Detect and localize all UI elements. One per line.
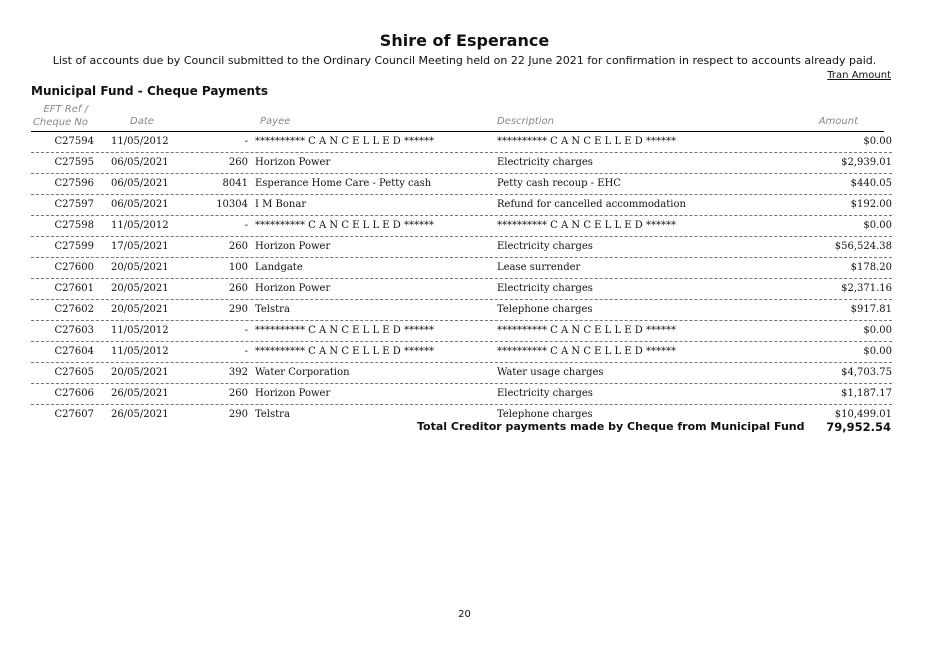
table-row [31,258,892,279]
payee-code-cell: 392 [228,367,248,378]
table-row [31,321,892,342]
date-cell: 11/05/2012 [111,136,169,147]
column-header-description: Description [497,116,554,127]
column-header-payee: Payee [260,116,291,127]
amount-cell: $0.00 [863,220,892,231]
amount-cell: $0.00 [863,346,892,357]
amount-cell: $10,499.01 [834,409,892,420]
page-number: 20 [458,609,471,620]
cheque-no-cell: C27603 [54,325,94,336]
payee-code-cell: 290 [228,304,248,315]
page-subtitle: List of accounts due by Council submitted to the Ordinary Council Meeting held on 22 June 2021 for confirmation in respect to accounts already paid. [52,54,877,67]
amount-cell: $1,187.17 [841,388,892,399]
payee-code-cell: 290 [228,409,248,420]
cheque-no-cell: C27602 [54,304,94,315]
amount-cell: $4,703.75 [841,367,892,378]
table-row [31,363,892,384]
payee-cell: Horizon Power [255,157,331,168]
column-header-amount: Amount [818,116,858,127]
payee-cell: Horizon Power [255,388,331,399]
amount-cell: $917.81 [850,304,892,315]
description-cell: Lease surrender [497,262,581,273]
payee-cell: ********** C A N C E L L E D ****** [255,346,434,357]
amount-cell: $56,524.38 [834,241,892,252]
date-cell: 11/05/2012 [111,220,169,231]
description-cell: Electricity charges [497,241,593,252]
description-cell: ********** C A N C E L L E D ****** [497,220,676,231]
date-cell: 20/05/2021 [111,262,169,273]
payee-cell: Esperance Home Care - Petty cash [255,178,432,189]
description-cell: ********** C A N C E L L E D ****** [497,325,676,336]
payee-code-cell: 260 [228,283,248,294]
amount-cell: $440.05 [850,178,892,189]
cheque-no-cell: C27606 [54,388,94,399]
date-cell: 06/05/2021 [111,199,169,210]
cheque-no-cell: C27600 [54,262,94,273]
section-title: Municipal Fund - Cheque Payments [31,84,268,98]
date-cell: 11/05/2012 [111,346,169,357]
amount-cell: $2,939.01 [841,157,892,168]
table-row [31,216,892,237]
payee-code-cell: - [244,346,248,357]
description-cell: Electricity charges [497,283,593,294]
description-cell: Telephone charges [497,409,593,420]
amount-cell: $0.00 [863,325,892,336]
cheque-no-cell: C27598 [54,220,94,231]
amount-cell: $0.00 [863,136,892,147]
table-row [31,132,892,153]
payee-cell: Horizon Power [255,283,331,294]
description-cell: Water usage charges [497,367,604,378]
table-row [31,237,892,258]
date-cell: 11/05/2012 [111,325,169,336]
cheque-no-cell: C27605 [54,367,94,378]
payee-code-cell: 260 [228,241,248,252]
total-value: 79,952.54 [826,420,891,434]
description-cell: Electricity charges [497,157,593,168]
date-cell: 20/05/2021 [111,304,169,315]
payee-code-cell: 100 [228,262,248,273]
payee-cell: ********** C A N C E L L E D ****** [255,220,434,231]
table-row [31,195,892,216]
payee-code-cell: - [244,136,248,147]
date-cell: 06/05/2021 [111,178,169,189]
description-cell: Refund for cancelled accommodation [497,199,686,210]
cheque-no-cell: C27596 [54,178,94,189]
cheque-no-cell: C27597 [54,199,94,210]
table-row [31,300,892,321]
cheque-no-cell: C27594 [54,136,94,147]
payee-code-cell: - [244,220,248,231]
cheque-no-label: Cheque No [32,117,88,128]
cheque-no-cell: C27601 [54,283,94,294]
cheque-no-cell: C27607 [54,409,94,420]
eft-ref-label: EFT Ref / [43,104,88,115]
date-cell: 20/05/2021 [111,367,169,378]
description-cell: Petty cash recoup - EHC [497,178,621,189]
cheque-payments-table [31,132,892,425]
payee-cell: Landgate [255,262,303,273]
date-cell: 26/05/2021 [111,409,169,420]
date-cell: 06/05/2021 [111,157,169,168]
payee-cell: I M Bonar [255,199,307,210]
table-row [31,384,892,405]
date-cell: 26/05/2021 [111,388,169,399]
table-row [31,174,892,195]
payee-code-cell: 260 [228,157,248,168]
payee-code-cell: 8041 [222,178,248,189]
amount-cell: $2,371.16 [841,283,892,294]
payee-cell: Telstra [255,304,290,315]
payee-cell: Telstra [255,409,290,420]
description-cell: ********** C A N C E L L E D ****** [497,136,676,147]
payee-cell: ********** C A N C E L L E D ****** [255,325,434,336]
description-cell: Telephone charges [497,304,593,315]
payee-code-cell: - [244,325,248,336]
tran-amount-label: Tran Amount [827,70,891,81]
payee-code-cell: 260 [228,388,248,399]
amount-cell: $178.20 [850,262,892,273]
column-header-date: Date [130,116,154,127]
total-label: Total Creditor payments made by Cheque from Municipal Fund [417,420,805,433]
amount-cell: $192.00 [850,199,892,210]
table-row [31,342,892,363]
cheque-no-cell: C27599 [54,241,94,252]
payee-cell: Water Corporation [255,367,350,378]
column-header-cheque-no [0,103,88,129]
cheque-no-cell: C27595 [54,157,94,168]
date-cell: 17/05/2021 [111,241,169,252]
description-cell: ********** C A N C E L L E D ****** [497,346,676,357]
payee-cell: ********** C A N C E L L E D ****** [255,136,434,147]
cheque-no-cell: C27604 [54,346,94,357]
date-cell: 20/05/2021 [111,283,169,294]
table-row [31,279,892,300]
payee-code-cell: 10304 [216,199,248,210]
page-title: Shire of Esperance [379,31,550,50]
description-cell: Electricity charges [497,388,593,399]
table-row [31,153,892,174]
payee-cell: Horizon Power [255,241,331,252]
